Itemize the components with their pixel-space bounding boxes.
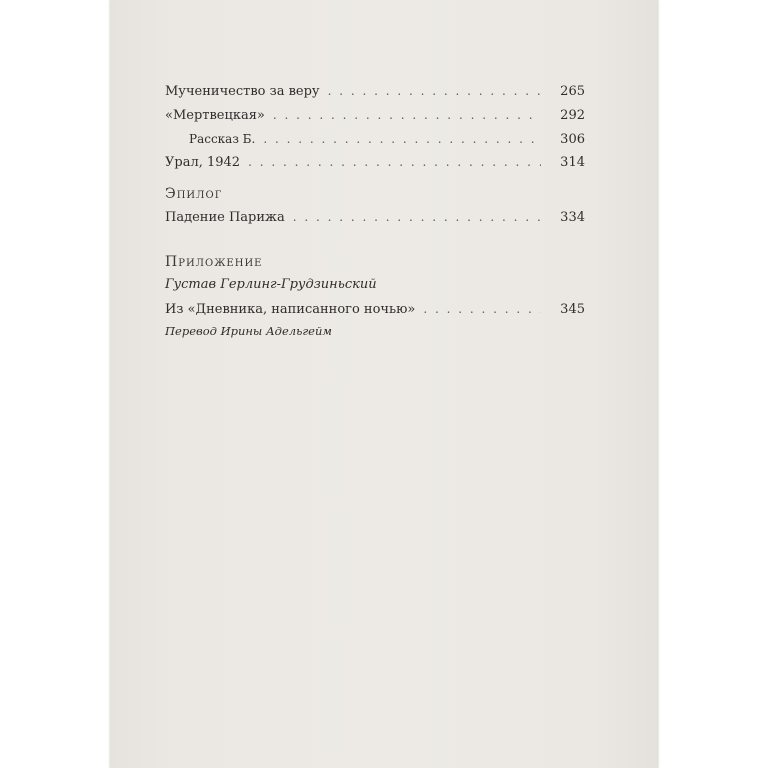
toc-entry-title: Падение Парижа [165,210,285,225]
book-page [110,0,658,768]
toc-entry-title: Мученичество за веру [165,84,320,99]
leader-dots [273,104,541,126]
toc-entry-page: 306 [560,132,585,147]
toc-entry-title: «Мертвецкая» [165,108,265,123]
toc-entry-title: Урал, 1942 [165,155,241,170]
appendix-heading: Приложение [165,254,263,270]
leader-dots [293,206,541,228]
toc-entry [165,298,585,320]
toc-entry-page: 265 [560,84,585,99]
toc-entry [165,80,585,102]
epilogue-heading: Эпилог [165,186,223,202]
toc-entry [165,128,585,150]
toc-entry-page: 314 [560,155,585,170]
toc-entry-page: 334 [560,210,585,225]
leader-dots [263,128,541,150]
toc-entry-page: 292 [560,108,585,123]
toc-entry [165,206,585,228]
toc-entry-page: 345 [560,302,585,317]
leader-dots [423,298,541,320]
toc-entry [165,104,585,126]
toc-entry [165,151,585,173]
toc-entry-title: Рассказ Б. [189,132,256,146]
leader-dots [328,80,541,102]
translator-credit: Перевод Ирины Адельгейм [165,324,332,338]
leader-dots [248,151,541,173]
toc-entry-title: Из «Дневника, написанного ночью» [165,302,416,317]
appendix-author: Густав Герлинг-Грудзиньский [165,277,377,292]
